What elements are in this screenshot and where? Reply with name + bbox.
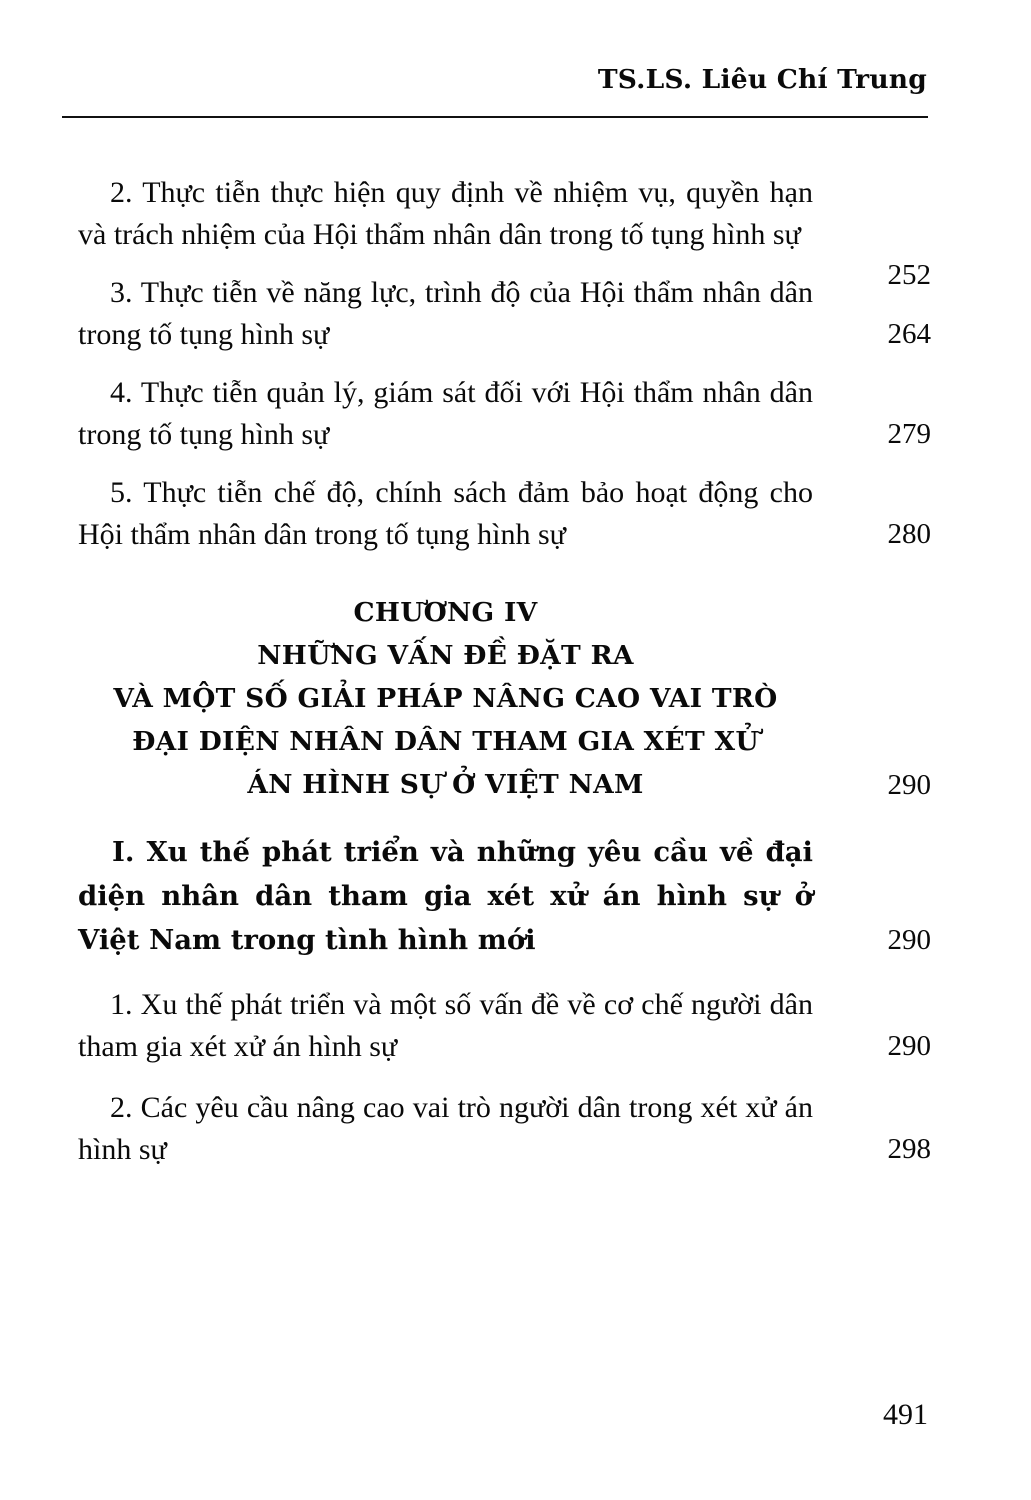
page-header xyxy=(62,64,927,95)
chapter-heading-line: VÀ MỘT SỐ GIẢI PHÁP NÂNG CAO VAI TRÒ xyxy=(113,683,778,714)
toc-entry xyxy=(78,472,931,555)
chapter-heading-line: ĐẠI DIỆN NHÂN DÂN THAM GIA XÉT XỬ xyxy=(132,726,759,757)
footer-page-number: 491 xyxy=(883,1398,928,1431)
toc-entry-text: 3. Thực tiễn về năng lực, trình độ của Hội thẩm nhân dân trong tố tụng hình sự xyxy=(78,276,813,351)
toc-entry-page: 290 xyxy=(887,1029,931,1062)
toc-entry xyxy=(78,372,931,455)
toc-entry-page: 279 xyxy=(887,417,931,450)
toc-entry-page: 252 xyxy=(887,259,931,291)
toc-entry xyxy=(78,172,931,291)
toc-entry-text: 2. Thực tiễn thực hiện quy định về nhiệm vụ, quyền hạn và trách nhiệm của Hội thẩm nhân dân trong tố tụng hình sự xyxy=(78,176,813,251)
header-author: TS.LS. Liêu Chí Trung xyxy=(597,64,927,95)
chapter-heading-line: CHƯƠNG IV xyxy=(353,597,538,628)
toc-entry-text: 4. Thực tiễn quản lý, giám sát đối với Hội thẩm nhân dân trong tố tụng hình sự xyxy=(78,376,813,451)
toc-entry-text: 5. Thực tiễn chế độ, chính sách đảm bảo hoạt động cho Hội thẩm nhân dân trong tố tụng hình sự xyxy=(78,476,813,551)
toc-entry-page: 264 xyxy=(887,317,931,350)
header-divider xyxy=(62,116,928,118)
chapter-heading-page: 290 xyxy=(887,768,931,801)
page-footer xyxy=(62,1398,928,1432)
chapter-heading-line: ÁN HÌNH SỰ Ở VIỆT NAM xyxy=(247,769,644,800)
toc-section-page: 290 xyxy=(887,924,931,956)
toc-content xyxy=(78,172,931,1187)
toc-entry xyxy=(78,272,931,355)
chapter-heading-block xyxy=(78,591,931,806)
chapter-heading-lines xyxy=(78,591,813,806)
toc-section-text: I. Xu thế phát triển và những yêu cầu về đại diện nhân dân tham gia xét xử án hình sự ở Việt Nam trong tình hình mới xyxy=(78,836,813,956)
toc-entry-page: 298 xyxy=(887,1132,931,1165)
toc-section-entry xyxy=(78,830,931,962)
toc-entry xyxy=(78,1087,931,1170)
chapter-heading-line: NHỮNG VẤN ĐỀ ĐẶT RA xyxy=(257,640,634,671)
toc-entry xyxy=(78,984,931,1067)
toc-entry-text: 1. Xu thế phát triển và một số vấn đề về cơ chế người dân tham gia xét xử án hình sự xyxy=(78,988,813,1063)
toc-entry-text: 2. Các yêu cầu nâng cao vai trò người dân trong xét xử án hình sự xyxy=(78,1091,813,1166)
toc-entry-page: 280 xyxy=(887,517,931,550)
